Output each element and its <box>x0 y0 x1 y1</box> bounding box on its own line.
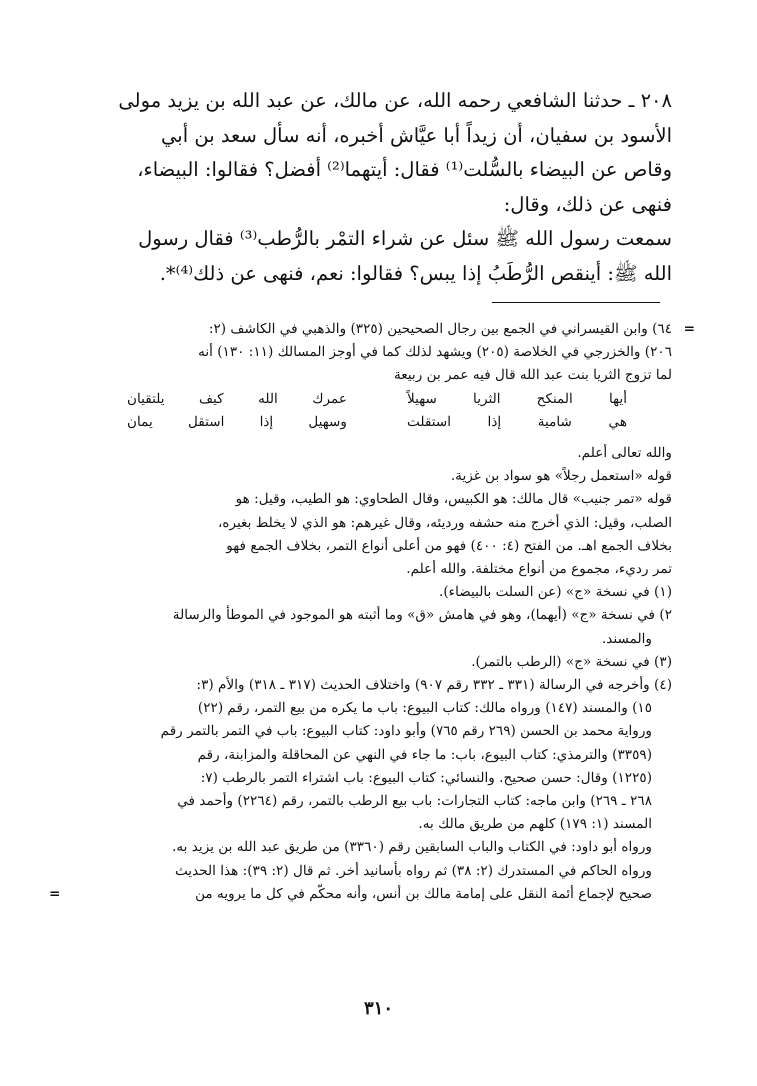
hadith-line: وقاص عن البيضاء بالسُّلت⁽¹⁾ فقال: أيتهما⁽²⁾ أفضل؟ فقالوا: البيضاء، <box>137 158 672 181</box>
footnote-line: (١٢٢٥) وقال: حسن صحيح. والنسائي: كتاب البيوع: باب اشتراء التمر بالرطب (٧: <box>200 769 652 786</box>
footnote-text: ٦٤) وابن القيسراني في الجمع بين رجال الصحيحين (٣٢٥) والذهبي في الكاشف (٢: <box>208 321 672 337</box>
continuation-mark: = <box>683 321 695 337</box>
footnote-3: (٣) في نسخة «ج» (الرطب بالتمر). <box>471 653 672 670</box>
footnote-line: والمسند. <box>601 630 652 647</box>
verse-first-hemistich: أيها المنكح الثريا سهيلاً <box>407 390 627 407</box>
footnote-line: ١٥) والمسند (١٤٧) ورواه مالك: كتاب البيوع: باب ما يكره من بيع التمر، رقم (٢٢) <box>197 700 652 717</box>
footnote-line: (٣٣٥٩) والترمذي: كتاب البيوع، باب: ما جاء في النهي عن المحاقلة والمزابنة، رقم <box>197 746 652 763</box>
footnote-line: المسند (١: ١٧٩) كلهم من طريق مالك به. <box>418 816 652 833</box>
footnote-line: ورواية محمد بن الحسن (٢٦٩ رقم ٧٦٥) وأبو داود: كتاب البيوع: باب في التمر بالتمر رقم <box>160 723 652 740</box>
footnote-line: لما تزوج الثريا بنت عبد الله قال فيه عمر بن ربيعة <box>393 367 672 384</box>
footnote-line: الصلب، وقيل: الذي أخرج منه حشفه ورديئه، وقال غيرهم: هو الذي لا يخلط بغيره، <box>217 514 672 531</box>
hadith-line: ٢٠٨ ـ حدثنا الشافعي رحمه الله، عن مالك، عن عبد الله بن يزيد مولى <box>118 89 672 112</box>
footnote-line <box>49 883 672 906</box>
hadith-text <box>77 84 672 291</box>
footnote-line: ٢٦٨ ـ ٢٦٩) وابن ماجه: كتاب التجارات: باب بيع الرطب بالتمر، رقم (٢٢٦٤) وأحمد في <box>177 793 652 810</box>
footnote-separator <box>492 302 660 303</box>
hadith-line: سمعت رسول الله ﷺ سئل عن شراء التمْر بالرُّطب⁽³⁾ فقال رسول <box>138 227 672 250</box>
footnote-line: قوله «تمر جنيب» قال مالك: هو الكبيس، وقال الطحاوي: هو الطيب، وقيل: هو <box>235 491 672 508</box>
footnote-line: قوله «استعمل رجلاً» هو سواد بن غزية. <box>450 468 672 485</box>
poem-verse <box>127 388 627 411</box>
poem-verse <box>127 411 627 434</box>
footnote-text: صحيح لإجماع أئمة النقل على إمامة مالك بن أنس، وأنه محكّم في كل ما يرويه من <box>195 885 652 902</box>
footnote-line: تمر رديء، مجموع من أنواع مختلفة. والله أعلم. <box>406 561 672 578</box>
continuation-mark: = <box>49 885 61 902</box>
footnote-line: والله تعالى أعلم. <box>577 445 672 462</box>
footnote-line: ورواه أبو داود: في الكتاب والباب السابقين رقم (٣٣٦٠) من طريق عبد الله بن يزيد به. <box>172 839 652 856</box>
footnote-line: ورواه الحاكم في المستدرك (٢: ٣٨) ثم رواه بأسانيد أخر. ثم قال (٢: ٣٩): هذا الحديث <box>174 862 652 879</box>
footnote-line: ٢٠٦) والخزرجي في الخلاصة (٢٠٥) ويشهد لذلك كما في أوجز المسالك (١١: ١٣٠) أنه <box>198 344 672 361</box>
spacer <box>75 434 672 442</box>
hadith-line: فنهى عن ذلك، وقال: <box>503 192 672 216</box>
hadith-line: الأسود بن سفيان، أن زيداً أبا عيَّاش أخبره، أنه سأل سعد بن أبي <box>161 123 672 147</box>
verse-second-hemistich: عمرك الله كيف يلتقيان <box>127 390 347 407</box>
hadith-line: الله ﷺ: أينقص الرُّطَبُ إذا يبس؟ فقالوا: نعم، فنهى عن ذلك⁽⁴⁾*. <box>159 261 672 285</box>
poem <box>127 388 672 434</box>
footnote-line <box>75 318 695 341</box>
verse-first-hemistich: هي شامية إذا استقلت <box>407 413 627 430</box>
page-number: ٣١٠ <box>363 998 393 1019</box>
verse-second-hemistich: وسهيل إذا استقل يمان <box>127 413 347 430</box>
footnote-line: بخلاف الجمع اهـ. من الفتح (٤: ٤٠٠) فهو من أعلى أنواع التمر، بخلاف الجمع فهو <box>226 537 672 554</box>
footnotes-section <box>49 318 695 906</box>
footnote-4: (٤) وأخرجه في الرسالة (٣٣١ ـ ٣٣٢ رقم ٩٠٧) واختلاف الحديث (٣١٧ ـ ٣١٨) والأم (٣: <box>196 677 672 694</box>
footnote-1: (١) في نسخة «ج» (عن السلت بالبيضاء). <box>439 584 672 601</box>
footnote-2: ٢) في نسخة «ج» (أيهما)، وهو في هامش «ق» وما أثبته هو الموجود في الموطأ والرسالة <box>172 607 672 624</box>
